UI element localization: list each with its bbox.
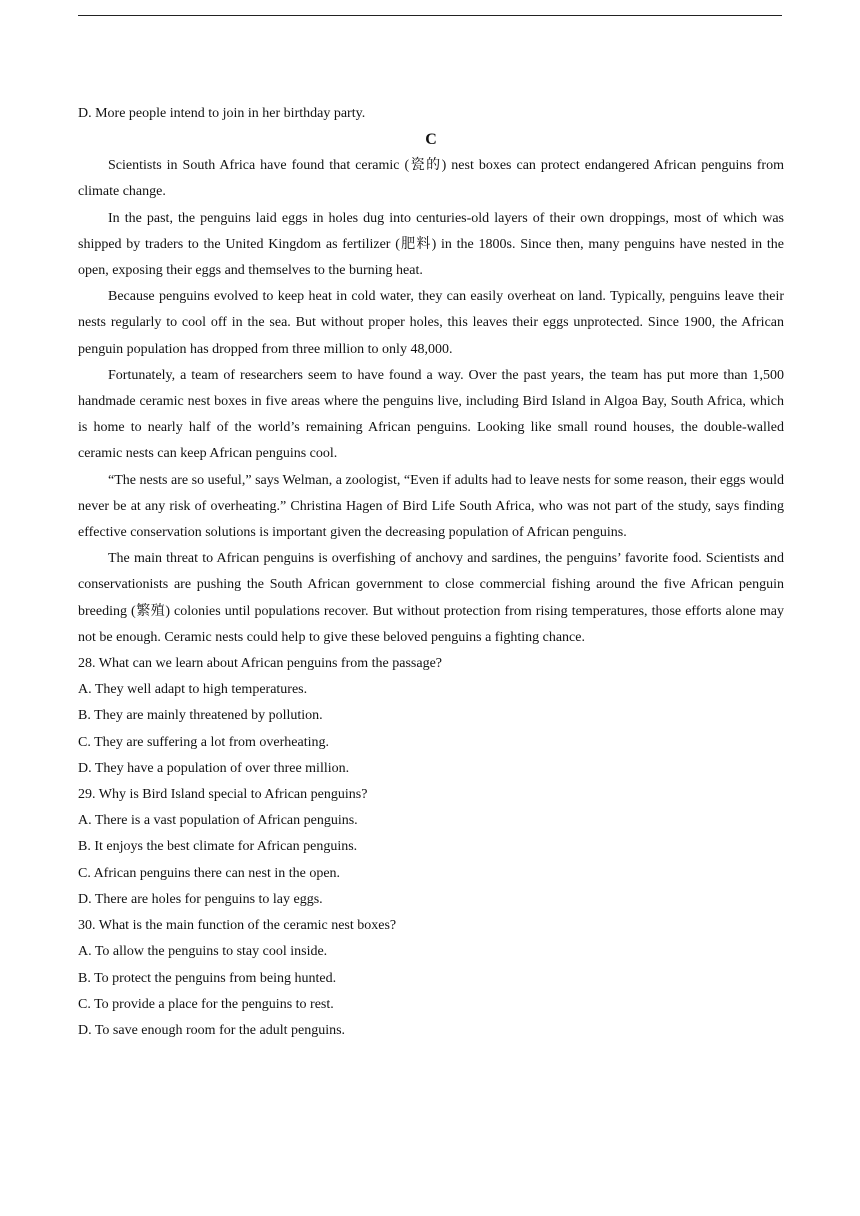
section-heading: C [425,131,437,149]
option-a: A. They well adapt to high temperatures. [78,682,308,698]
option-b: B. They are mainly threatened by pollution. [78,708,323,724]
option-d: D. There are holes for penguins to lay eggs. [78,891,323,907]
option-c: C. African penguins there can nest in the open. [78,865,341,881]
question-stem: 30. What is the main function of the ceramic nest boxes? [78,918,397,934]
previous-question-option-d: D. More people intend to join in her birthday party. [78,106,366,121]
question-stem: 29. Why is Bird Island special to African penguins? [78,787,368,803]
question-28 [78,651,784,782]
passage-paragraph-2: In the past, the penguins laid eggs in holes dug into centuries-old layers of their own droppings, most of which was shipped by traders to the United Kingdom as fertilizer (肥料) in the 1800s. Since then, many penguins have nested in the open, exposing their eggs and themselves to the burning heat. [78,210,784,279]
passage-paragraph-4: Fortunately, a team of researchers seem to have found a way. Over the past years, the team has put more than 1,500 handmade ceramic nest boxes in five areas where the penguins live, including Bird Island in Algoa Bay, South Africa, which is home to nearly half of the world’s remaining African penguins. Looking like small round houses, the double-walled ceramic nests can keep African penguins cool. [78,367,784,462]
passage-paragraph-6: The main threat to African penguins is overfishing of anchovy and sardines, the penguins’ favorite food. Scientists and conservationists are pushing the South African government to close commercial fishing around the five African penguin breeding (繁殖) colonies until populations recover. But without protection from rising temperatures, those efforts alone may not be enough. Ceramic nests could help to give these beloved penguins a fighting chance. [78,551,784,645]
passage-paragraph-3: Because penguins evolved to keep heat in cold water, they can easily overheat on land. Typically, penguins leave their nests regularly to cool off in the sea. But without proper holes, this leaves their eggs unprotected. Since 1900, the African penguin population has dropped from three million to only 48,000. [78,289,784,357]
option-a: A. To allow the penguins to stay cool inside. [78,944,328,960]
passage-paragraph-1: Scientists in South Africa have found that ceramic (瓷的) nest boxes can protect endangered African penguins from climate change. [78,158,784,200]
passage [78,153,784,651]
passage-paragraph-5: “The nests are so useful,” says Welman, a zoologist, “Even if adults had to leave nests for some reason, their eggs would never be at any risk of overheating.” Christina Hagen of Bird Life South Africa, who was not part of the study, says finding effective conservation solutions is important given the decreasing population of African penguins. [78,472,784,541]
page-content [78,101,784,1044]
option-c: C. They are suffering a lot from overheating. [78,734,330,750]
question-stem: 28. What can we learn about African penguins from the passage? [78,656,442,672]
option-d: D. To save enough room for the adult penguins. [78,1022,346,1038]
option-b: B. To protect the penguins from being hunted. [78,970,337,986]
option-a: A. There is a vast population of African penguins. [78,813,358,829]
header-rule [78,15,782,16]
option-c: C. To provide a place for the penguins to rest. [78,996,334,1012]
question-30 [78,913,784,1044]
option-b: B. It enjoys the best climate for African penguins. [78,839,358,855]
question-29 [78,782,784,913]
option-d: D. They have a population of over three million. [78,760,350,776]
